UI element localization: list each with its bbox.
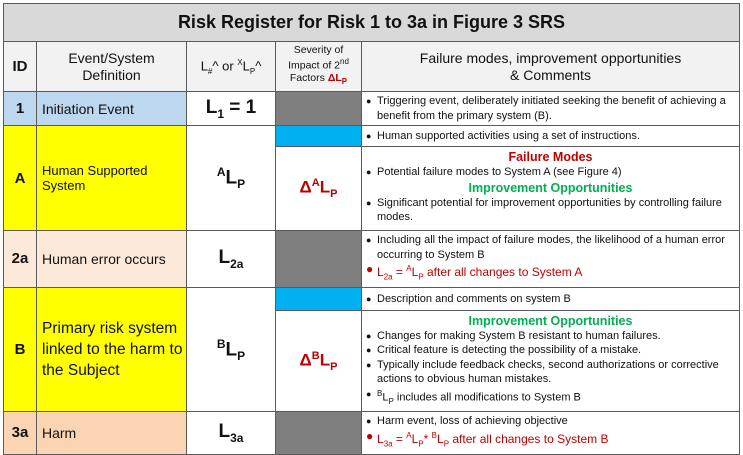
f-l2: L <box>411 265 419 279</box>
risk-register <box>3 3 739 449</box>
f-tail: after all changes to System A <box>423 265 583 279</box>
sev-sup: B <box>311 349 320 362</box>
row-event: Primary risk system linked to the harm to the Subject <box>37 287 187 411</box>
row-likelihood <box>187 92 276 126</box>
row-event: Initiation Event <box>37 92 187 126</box>
sev-sup: A <box>311 176 320 189</box>
row-likelihood <box>187 231 276 288</box>
l-sub: 3a <box>230 430 244 445</box>
severity-gray-fill <box>276 92 362 126</box>
bullet-item <box>366 414 735 429</box>
header-sev-line2 <box>276 56 361 72</box>
bullet-icon: ● <box>366 235 372 245</box>
f-l: L <box>382 391 389 404</box>
bullet-item <box>366 262 735 285</box>
sev-delta: Δ <box>299 350 312 370</box>
row-event: Harm <box>37 412 187 454</box>
bullet-text: Human supported activities using a set of instructions. <box>377 129 640 142</box>
bullet-text: Significant potential for improvement opportunities by controlling failure modes. <box>377 196 722 223</box>
table-row <box>4 231 740 288</box>
header-l-sub2: P <box>249 66 256 76</box>
bullet-item <box>366 343 735 358</box>
f-tail: includes all modifications to System B <box>393 391 581 404</box>
bullet-icon: ● <box>366 293 372 304</box>
table-row <box>4 287 740 310</box>
l-sub: P <box>237 177 246 192</box>
header-row <box>4 42 740 92</box>
bullet-formula <box>377 262 582 285</box>
severity-blue-fill <box>276 287 362 310</box>
bullet-icon: ● <box>366 330 372 341</box>
f-eq: = <box>392 265 407 279</box>
f-sub2: P <box>418 272 424 282</box>
table-row <box>4 412 740 454</box>
bullet-formula <box>377 429 608 452</box>
sev-sub: P <box>330 360 338 373</box>
header-likelihood <box>187 42 276 92</box>
header-sev-factors: Factors <box>289 72 328 85</box>
row-id: A <box>4 126 37 231</box>
row-comments <box>362 231 740 288</box>
severity-gray-fill <box>276 412 362 454</box>
f-sup: A <box>406 430 412 440</box>
row-id: 2a <box>4 231 37 288</box>
bullet-item <box>366 94 735 123</box>
row-likelihood <box>187 412 276 454</box>
bullet-text: Critical feature is detecting the possibility of a mistake. <box>377 344 642 357</box>
f-sup3: B <box>431 430 438 440</box>
header-l-mid: ^ or <box>212 57 238 73</box>
header-event-line2: Definition <box>82 66 141 83</box>
bullet-icon: ● <box>366 262 374 276</box>
header-l-text2: L <box>242 57 250 73</box>
sev-sub: P <box>330 188 338 201</box>
row-comments <box>362 92 740 126</box>
row-comments <box>362 412 740 454</box>
bullet-icon: ● <box>366 130 372 141</box>
header-comments-line1: Failure modes, improvement opportunities <box>419 49 682 66</box>
bullet-text: Including all the impact of failure modes, the likelihood of a human error occurring to System B <box>377 234 725 261</box>
f-sub3: P <box>443 439 450 449</box>
bullet-icon: ● <box>366 428 374 443</box>
severity-value <box>276 310 362 411</box>
bullet-item <box>366 292 735 307</box>
row-id: B <box>4 287 37 411</box>
severity-gray-fill <box>276 231 362 288</box>
bullet-text: Harm event, loss of achieving objective <box>377 415 568 428</box>
l-text: L <box>225 338 238 360</box>
bullet-text: Description and comments on system B <box>377 292 571 305</box>
bullet-icon: ● <box>366 388 372 399</box>
row-event: Human Supported System <box>37 126 187 231</box>
header-sev-delta-sub: P <box>341 77 348 87</box>
row-id: 3a <box>4 412 37 454</box>
header-severity <box>276 42 362 92</box>
header-id: ID <box>4 42 37 92</box>
l-sub: 2a <box>230 256 244 271</box>
improvement-heading: Improvement Opportunities <box>468 313 633 328</box>
header-l-sup: X <box>237 57 243 67</box>
l-text: L <box>205 96 218 118</box>
header-comments-line2: & Comments <box>510 66 591 83</box>
bullet-icon: ● <box>366 197 372 208</box>
header-l-text: L <box>200 57 208 73</box>
bullet-item <box>366 387 735 409</box>
f-l: L <box>377 431 384 446</box>
failure-modes-heading: Failure Modes <box>508 150 593 164</box>
row-likelihood <box>187 287 276 411</box>
bullet-text: Triggering event, deliberately initiated seeking the benefit of achieving a benefit from the primary system (B). <box>377 95 726 122</box>
header-sev-text: Impact of 2 <box>288 59 341 72</box>
bullet-item <box>366 429 735 452</box>
improvement-heading: Improvement Opportunities <box>468 180 633 195</box>
f-sub: 3a <box>383 439 393 449</box>
row-event: Human error occurs <box>37 231 187 288</box>
f-eq: = <box>392 431 407 446</box>
bullet-item <box>366 329 735 344</box>
bullet-icon: ● <box>366 359 372 370</box>
header-event-line1: Event/System <box>68 49 155 66</box>
f-sub: P <box>388 396 394 406</box>
f-tail: after all changes to System B <box>449 431 609 446</box>
header-event <box>37 42 187 92</box>
f-sub: 2a <box>383 272 393 282</box>
bullet-item <box>366 129 735 144</box>
f-sub2: P <box>418 439 424 449</box>
f-star: * <box>423 431 432 446</box>
bullet-text: Potential failure modes to System A (see Figure 4) <box>377 166 622 178</box>
bullet-item <box>366 196 735 225</box>
bullet-text: Typically include feedback checks, second authorizations or corrective actions to obvious human mistakes. <box>377 358 719 386</box>
l-text: L <box>218 421 231 443</box>
sev-l: L <box>319 350 331 370</box>
f-sup: B <box>377 388 383 398</box>
l-sub: P <box>237 348 246 363</box>
risk-register-table <box>3 3 740 455</box>
bullet-formula <box>377 387 581 409</box>
row-comments <box>362 126 740 147</box>
f-l: L <box>377 265 384 279</box>
row-comments <box>362 147 740 231</box>
l-sub: 1 <box>217 106 225 121</box>
row-id: 1 <box>4 92 37 126</box>
header-sev-sup: nd <box>340 57 349 67</box>
l-text: L <box>225 167 238 189</box>
row-comments <box>362 310 740 411</box>
bullet-icon: ● <box>366 96 372 106</box>
severity-value <box>276 147 362 231</box>
header-sev-line1: Severity of <box>293 43 344 56</box>
l-sup: B <box>216 336 226 351</box>
table-row <box>4 92 740 126</box>
table-title: Risk Register for Risk 1 to 3a in Figure 3 SRS <box>4 4 740 42</box>
f-sup: A <box>406 264 412 273</box>
table-row <box>4 126 740 147</box>
row-comments <box>362 287 740 310</box>
header-sev-line3 <box>276 72 361 89</box>
l-sup: A <box>216 164 226 179</box>
row-likelihood <box>187 126 276 231</box>
header-l-sub: # <box>207 66 213 76</box>
bullet-item <box>366 358 735 387</box>
sev-l: L <box>319 177 331 197</box>
f-l2: L <box>411 431 419 446</box>
header-sev-delta: ΔL <box>327 72 342 85</box>
bullet-text: Changes for making System B resistant to human failures. <box>377 329 661 342</box>
l-tail: = 1 <box>224 96 257 118</box>
severity-blue-fill <box>276 126 362 147</box>
header-comments <box>362 42 740 92</box>
header-l-end: ^ <box>255 57 262 73</box>
f-l3: L <box>437 431 444 446</box>
bullet-icon: ● <box>366 345 372 356</box>
bullet-icon: ● <box>366 416 372 427</box>
bullet-item <box>366 165 735 180</box>
l-text: L <box>218 247 231 269</box>
sev-delta: Δ <box>299 177 312 197</box>
bullet-item <box>366 233 735 262</box>
bullet-icon: ● <box>366 167 372 177</box>
